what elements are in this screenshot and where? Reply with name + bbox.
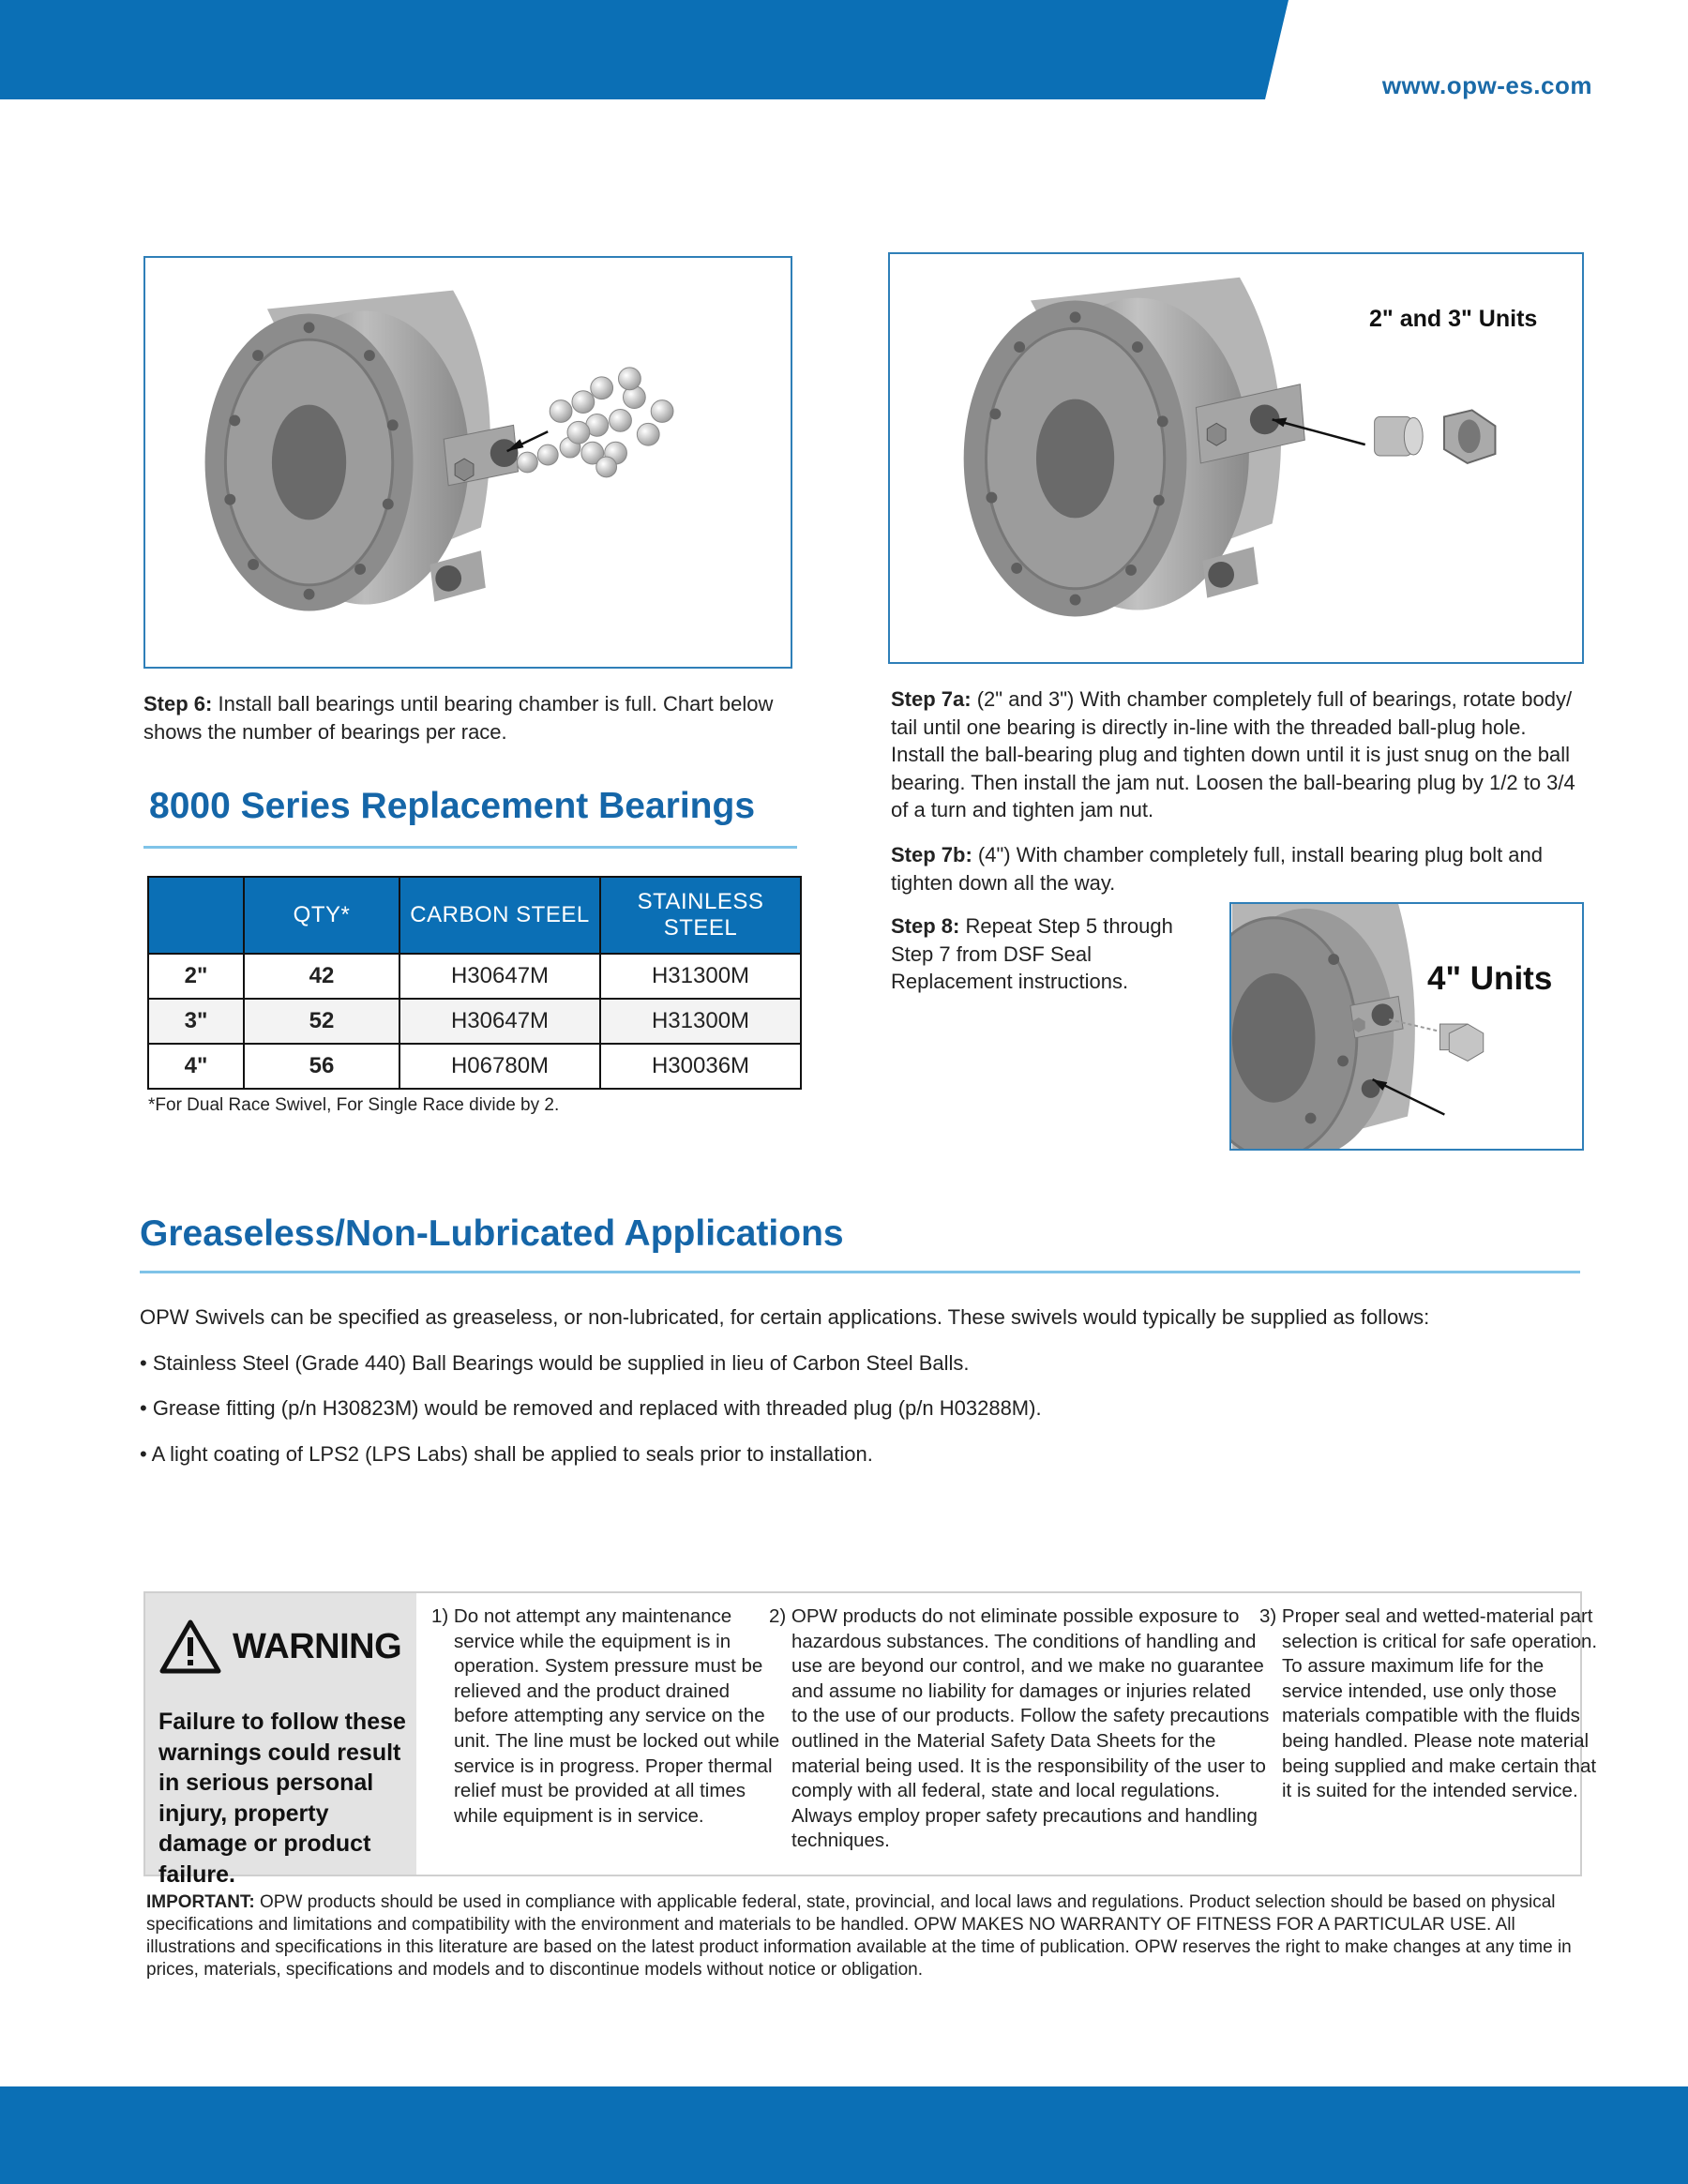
header-qty: QTY* [244,877,399,954]
warning-triangle-icon [159,1619,221,1675]
row-stainless-part: H31300M [600,954,801,999]
row-size: 2" [148,954,244,999]
warning-item-2: 2) OPW products do not eliminate possible exposure to hazardous substances. The conditions of handling and use are beyond our control, and we make no guarantee and assume no liability for damages or injuries related to the use of our products. Follow the safety precautions outlined in the Material Safety Data Sheets for the material being used. It is the responsibility of the user to comply with all federal, state and local regulations. Always employ proper safety precautions and handling techniques. [769,1605,1270,1852]
step-8-label: Step 8: [891,914,960,938]
step-7a-text [891,685,1585,824]
swivel-bolt-illustration [1231,904,1582,1149]
header-carbon-steel: CARBON STEEL [399,877,600,954]
warning-summary: Failure to follow these warnings could result in serious personal injury, property damage or product failure. [158,1709,406,1888]
row-size: 4" [148,1044,244,1089]
table-row [148,999,801,1044]
greaseless-intro: OPW Swivels can be specified as greaseless, or non-lubricated, for certain applications. These swivels would typically be supplied as follows: [140,1305,1430,1329]
warning-item-3: 3) Proper seal and wetted-material part selection is critical for safe operation. To assure maximum life for the service intended, use only those materials compatible with the fluids being handled. Please note material being supplied and make certain that it is suited for the intended service. [1259,1605,1598,1802]
step-6-body: Install ball bearings until bearing chamber is full. Chart below shows the number of bearings per race. [143,692,774,744]
figure-4-inch-units [1229,902,1584,1151]
list-item: • A light coating of LPS2 (LPS Labs) shall be applied to seals prior to installation. [140,1442,873,1466]
step-6-text [143,690,800,746]
row-qty: 42 [244,954,399,999]
bearings-table-footnote: *For Dual Race Swivel, For Single Race divide by 2. [148,1095,560,1115]
swivel-bearings-illustration [145,258,791,667]
warning-item-1: 1) Do not attempt any maintenance service while the equipment is in operation. System pressure must be relieved and the product drained before attempting any service on the unit. The line must be locked out while service is in progress. Proper thermal relief must be provided at all times while equipment is in service. [431,1605,780,1827]
step-7b-label: Step 7b: [891,843,972,866]
bearings-table [147,876,802,1090]
row-carbon-part: H30647M [399,999,600,1044]
figure-ball-bearings-install [143,256,792,669]
table-row [148,1044,801,1089]
figure-3-label: 4" Units [1427,960,1553,997]
list-item: • Grease fitting (p/n H30823M) would be removed and replaced with threaded plug (p/n H03288M). [140,1396,1042,1420]
warning-title: WARNING [233,1627,402,1666]
row-size: 3" [148,999,244,1044]
step-7a-body: (2" and 3") With chamber completely full of bearings, rotate body/ tail until one bearing is directly in-line with the threaded ball-plug hole. Install the ball-bearing plug and tighten down until it is just snug on the ball bearing. Then install the jam nut. Loosen the ball-bearing plug by 1/2 to 3/4 of a turn and tighten jam nut. [891,687,1575,821]
important-label: IMPORTANT: [146,1892,255,1912]
website-link[interactable]: www.opw-es.com [1381,71,1592,99]
step-7b-body: (4") With chamber completely full, install bearing plug bolt and tighten down all the way. [891,843,1544,895]
header-size [148,877,244,954]
step-8-body: Repeat Step 5 through Step 7 from DSF Seal Replacement instructions. [891,914,1173,993]
row-qty: 52 [244,999,399,1044]
table-row [148,954,801,999]
bearings-title-rule [143,846,797,849]
list-item: • Stainless Steel (Grade 440) Ball Bearings would be supplied in lieu of Carbon Steel Balls. [140,1351,970,1375]
bearings-section-title: 8000 Series Replacement Bearings [149,786,756,826]
step-7b-text [891,841,1585,896]
greaseless-section-title: Greaseless/Non-Lubricated Applications [140,1213,844,1254]
row-stainless-part: H30036M [600,1044,801,1089]
row-carbon-part: H30647M [399,954,600,999]
step-6-label: Step 6: [143,692,213,715]
row-qty: 56 [244,1044,399,1089]
bearings-table-header [148,877,801,954]
step-8-text [891,912,1200,996]
row-stainless-part: H31300M [600,999,801,1044]
figure-2-label: 2" and 3" Units [1369,306,1538,332]
header-stainless-steel: STAINLESS STEEL [600,877,801,954]
greaseless-title-rule [140,1271,1580,1273]
important-body: OPW products should be used in compliance with applicable federal, state, provincial, and local laws and regulations. Product selection should be based on physical specifications and limitations and compatibility with the environment and materials to be handled. OPW MAKES NO WARRANTY OF FITNESS FOR A PARTICULAR USE. All illustrations and specifications in this literature are based on the latest product information available at the time of publication. OPW reserves the right to make changes at any time in prices, materials, specifications and models and to discontinue models without notice or obligation. [146,1892,1572,1980]
important-notice [146,1891,1590,1981]
footer-band [0,2086,1688,2184]
row-carbon-part: H06780M [399,1044,600,1089]
step-7a-label: Step 7a: [891,687,972,711]
